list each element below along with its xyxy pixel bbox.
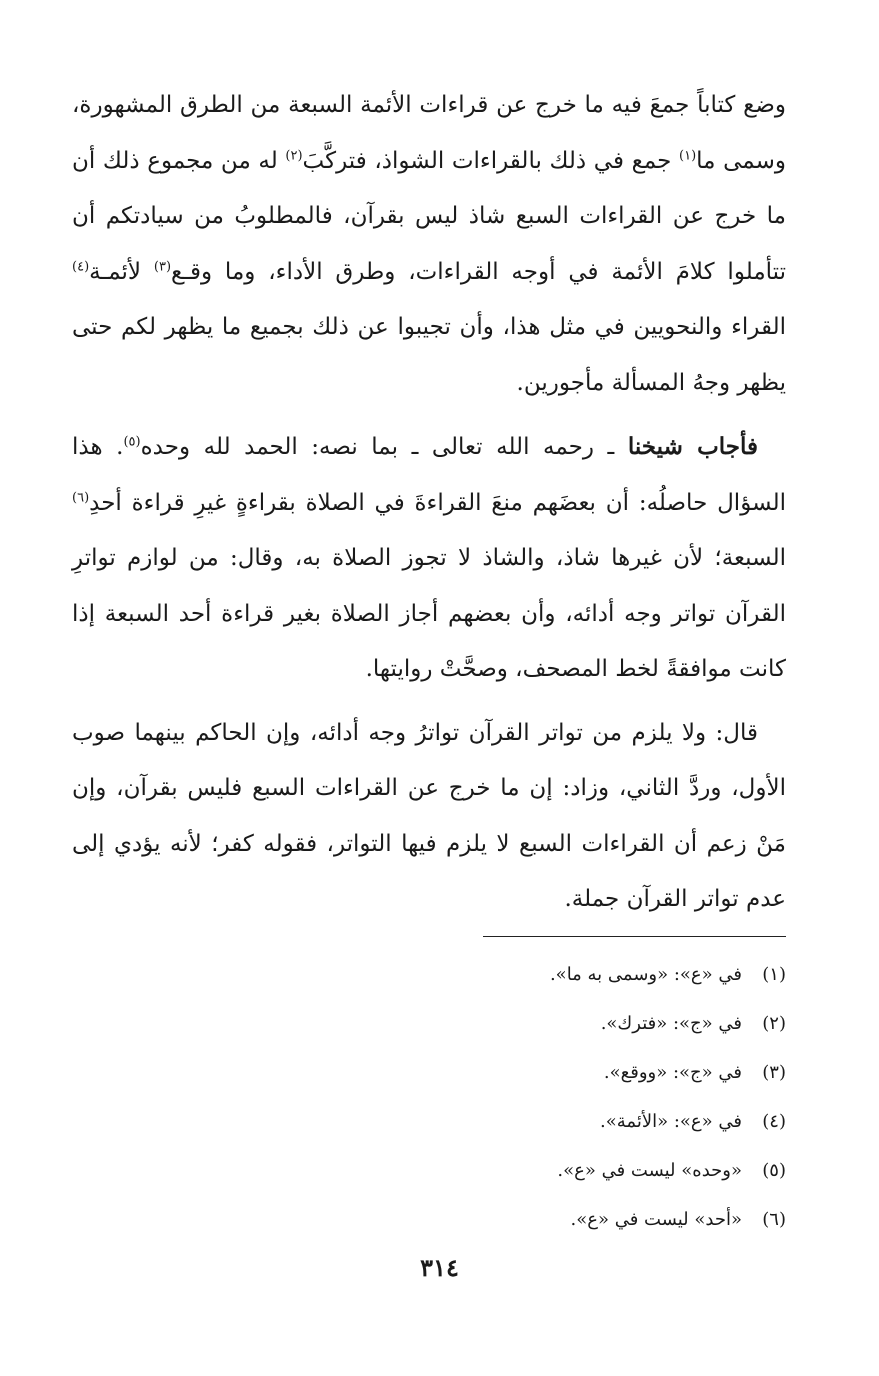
text-run: قال: ولا يلزم من تواتر القرآن تواترُ وجه أدائه، وإن الحاكم بينهما صوب الأول، وردَّ الثاني، وزاد: إن ما خرج عن القراءات السبع فليس بقرآن، وإن مَنْ زعم أن القراءات السبع لا يلزم فيها التواتر، فقوله كفر؛ لأنه يؤدي إلى عدم تواتر القرآن جملة. [72,719,786,912]
paragraph-3 [72,706,786,928]
text-run: لأئمـة [89,258,154,285]
footnote-reference: (٣) [153,258,172,274]
footnote-reference: (١) [679,147,697,163]
footnote [300,1146,786,1195]
footnotes-list [300,950,786,1244]
lead-phrase: فأجاب شيخنا [627,433,758,460]
footnote-number: (٣) [762,1062,786,1083]
paragraph-2 [72,419,786,698]
footnote-reference: (٥) [123,434,141,450]
footnote-text: «وحده» ليست في «ع». [557,1160,742,1181]
text-run: القراء والنحويين في مثل هذا، وأن تجيبوا عن ذلك بجميع ما يظهر لكم حتى يظهر وجهُ المسألة مأجورين. [72,314,787,396]
page-number: ٣١٤ [420,1253,459,1282]
text-run: ـ رحمه الله تعالى ـ بما نصه: الحمد لله وحده [140,434,628,460]
footnote-reference: (٢) [285,147,303,163]
text-run: جمع في ذلك بالقراءات الشواذ، فتركَّبَ [302,147,680,174]
text-run: السبعة؛ لأن غيرها شاذ، والشاذ لا تجوز الصلاة به، وقال: من لوازم تواترِ القرآن تواتر وجه أدائه، وأن بعضهم أجاز الصلاة بغير قراءة أحد السبعة إذا كانت موافقةً لخط المصحف، وصحَّتْ روايتها. [72,545,786,682]
footnote-number: (١) [762,964,786,985]
footnote-reference: (٦) [72,489,90,505]
footnote [300,950,786,999]
footnote-text: «أحد» ليست في «ع». [570,1209,742,1230]
footnote-number: (٦) [762,1209,786,1230]
footnote [300,1048,786,1097]
footnote-text: في «ع»: «الأئمة». [600,1111,742,1132]
footnote-number: (٥) [762,1160,786,1181]
footnote [300,1195,786,1244]
footnote [300,999,786,1048]
footnote-reference: (٤) [72,258,90,274]
text-run: وضع كتاباً جمعَ فيه ما خرج عن قراءات الأئمة السبعة من الطرق المشهورة، وسمى ما [72,92,786,174]
text-run: . هذا السؤال حاصلُه: أن بعضَهم منعَ القراءةَ في الصلاة بقراءةٍ غيرِ قراءة أحدِ [72,434,786,516]
text-run: له من مجموع ذلك أن ما خرج عن القراءات السبع شاذ ليس بقرآن، فالمطلوبُ من سيادتكم أن تتأملوا كلامَ الأئمة في أوجه القراءات، وطرق الأداء، وما وقـع [72,147,786,285]
footnote-text: في «ج»: «ووقع». [603,1062,742,1083]
footnote-text: في «ج»: «فترك». [600,1013,742,1034]
footnote-number: (٢) [762,1013,786,1034]
paragraph-1 [72,78,786,411]
footnote-number: (٤) [762,1111,786,1132]
main-text [72,78,786,928]
footnote-text: في «ع»: «وسمى به ما». [549,964,742,985]
footnote [300,1097,786,1146]
footnote-separator [483,936,786,937]
